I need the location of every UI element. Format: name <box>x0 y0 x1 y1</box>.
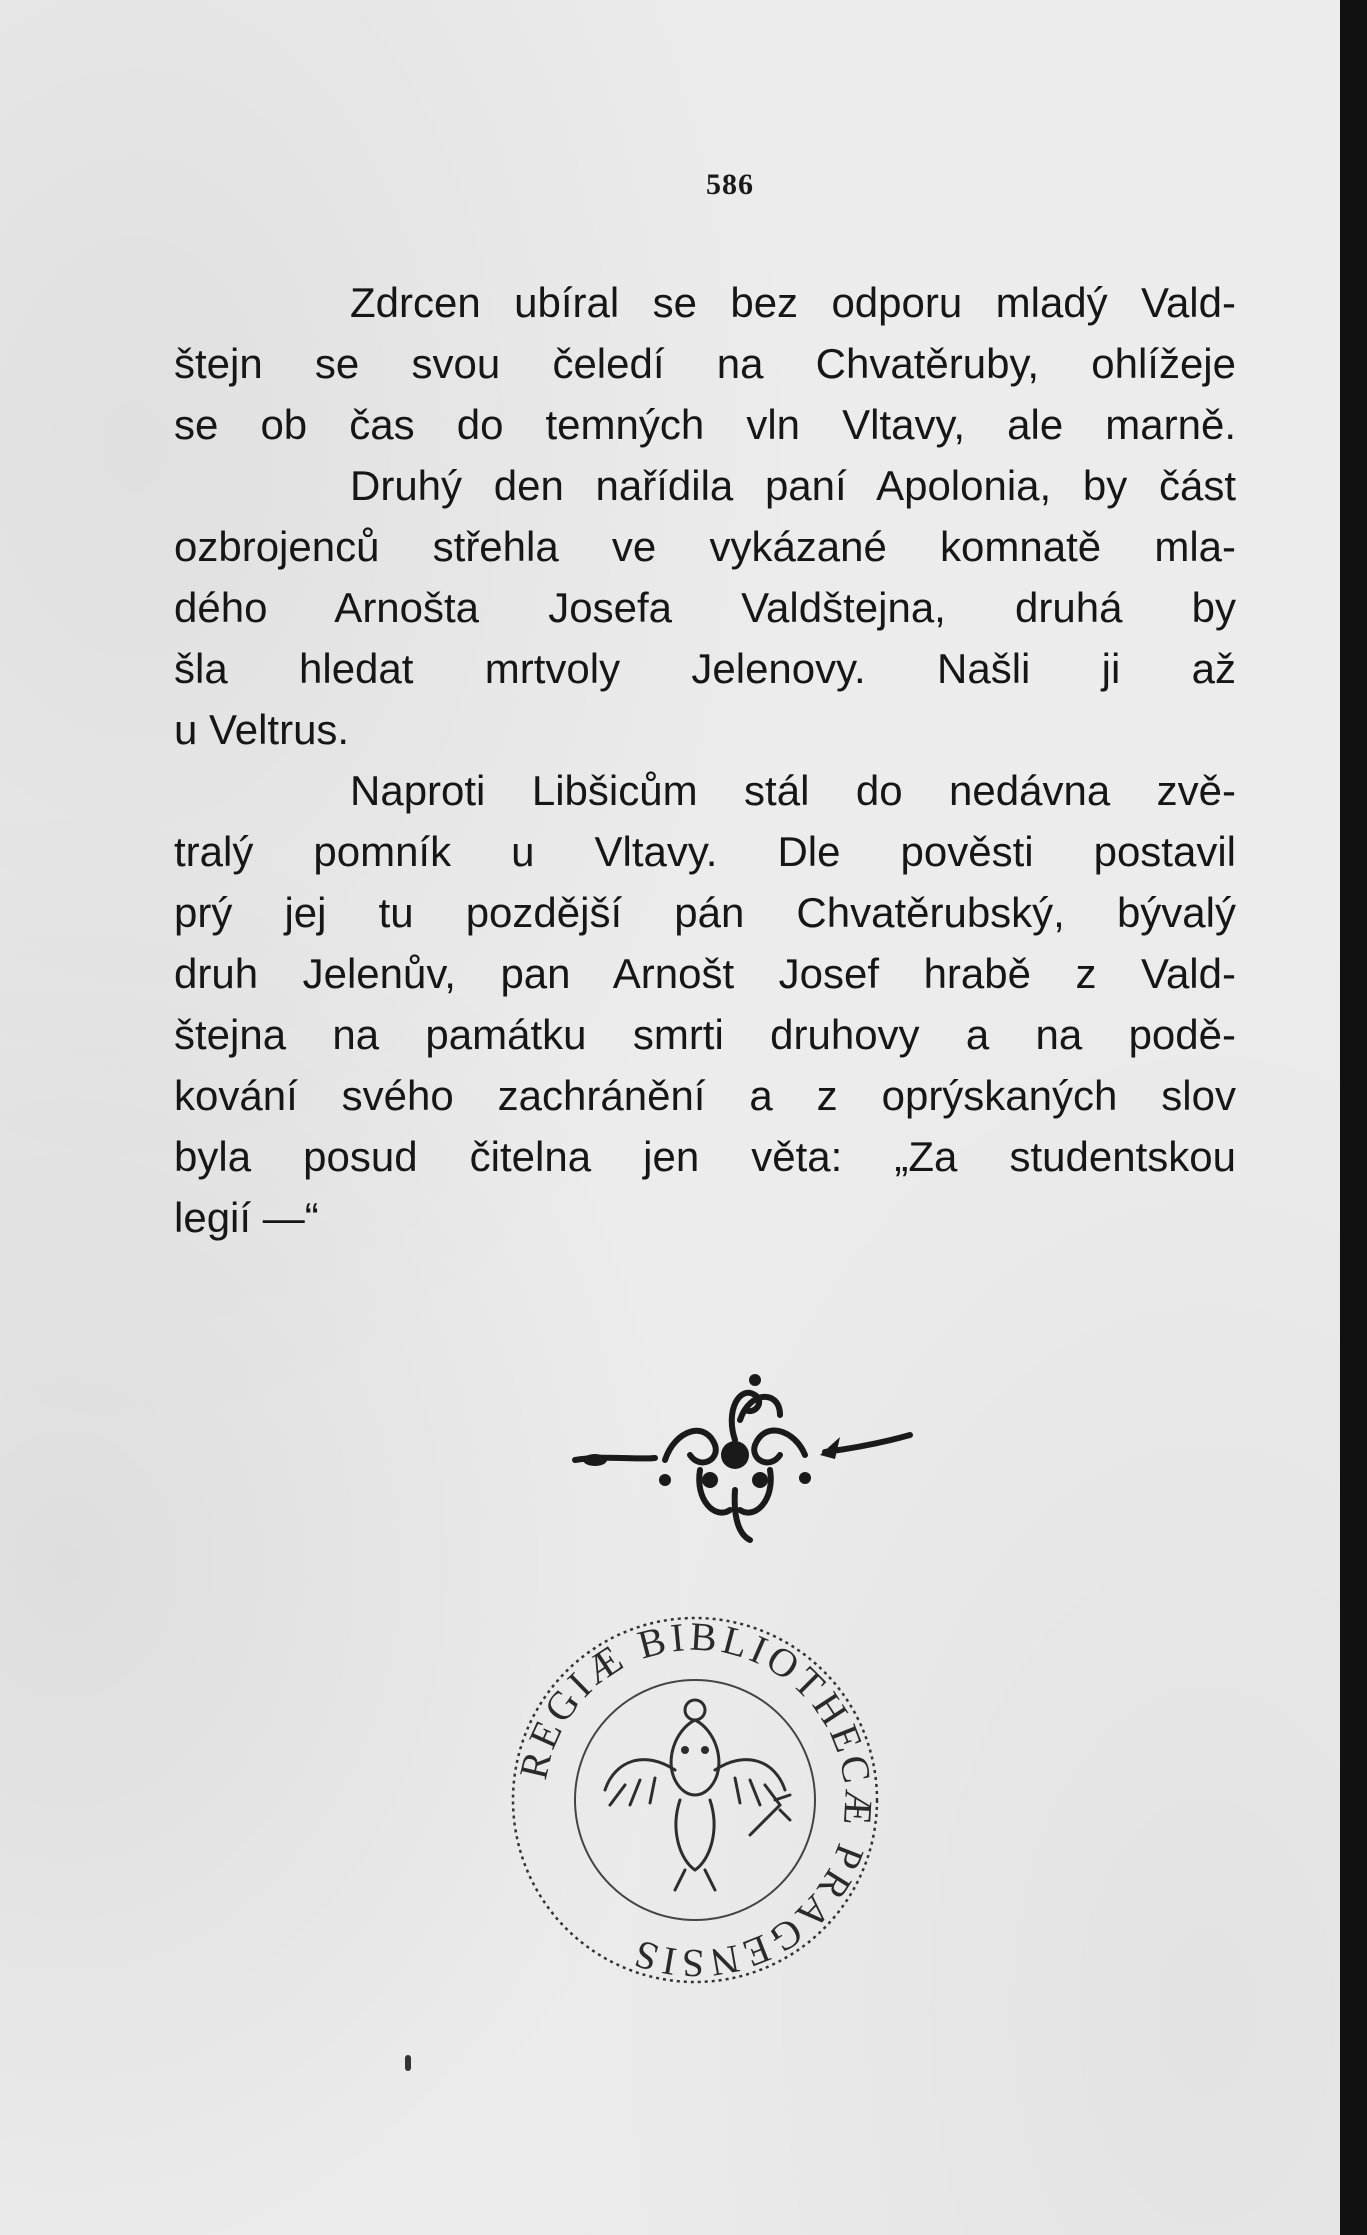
ornament-flourish <box>565 1360 915 1550</box>
eagle-emblem-icon <box>605 1700 790 1890</box>
text-line: ozbrojenců střehla ve vykázané komnatě mla- <box>174 523 1236 570</box>
text-line: se ob čas do temných vln Vltavy, ale marně. <box>174 401 1236 448</box>
text-line: štejna na památku smrti druhovy a na podě- <box>174 1011 1236 1058</box>
text-line: legií —“ <box>174 1194 319 1241</box>
text-line: dého Arnošta Josefa Valdštejna, druhá by <box>174 584 1236 631</box>
text-line: Druhý den nařídila paní Apolonia, by část <box>350 462 1236 509</box>
text-line: štejn se svou čeledí na Chvatěruby, ohlížeje <box>174 340 1236 387</box>
text-line: prý jej tu pozdější pán Chvatěrubský, bývalý <box>174 889 1236 936</box>
text-line: Zdrcen ubíral se bez odporu mladý Vald- <box>350 279 1236 326</box>
text-line: šla hledat mrtvoly Jelenovy. Našli ji až <box>174 645 1236 692</box>
text-line: tralý pomník u Vltavy. Dle pověsti postavil <box>174 828 1236 875</box>
stamp-inscription: REGIÆ BIBLIOTHECÆ PRAGENSIS <box>510 1613 882 1987</box>
scan-edge <box>1340 0 1367 2235</box>
body-text <box>174 272 1236 1248</box>
text-line: druh Jelenův, pan Arnošt Josef hrabě z Vald- <box>174 950 1236 997</box>
text-line: Naproti Libšicům stál do nedávna zvě- <box>350 767 1236 814</box>
text-line: u Veltrus. <box>174 706 350 753</box>
ink-speck <box>405 2055 411 2071</box>
library-stamp <box>505 1610 885 1990</box>
page-number: 586 <box>706 168 754 201</box>
text-line: byla posud čitelna jen věta: „Za studentskou <box>174 1133 1236 1180</box>
text-line: kování svého zachránění a z oprýskaných slov <box>174 1072 1236 1119</box>
